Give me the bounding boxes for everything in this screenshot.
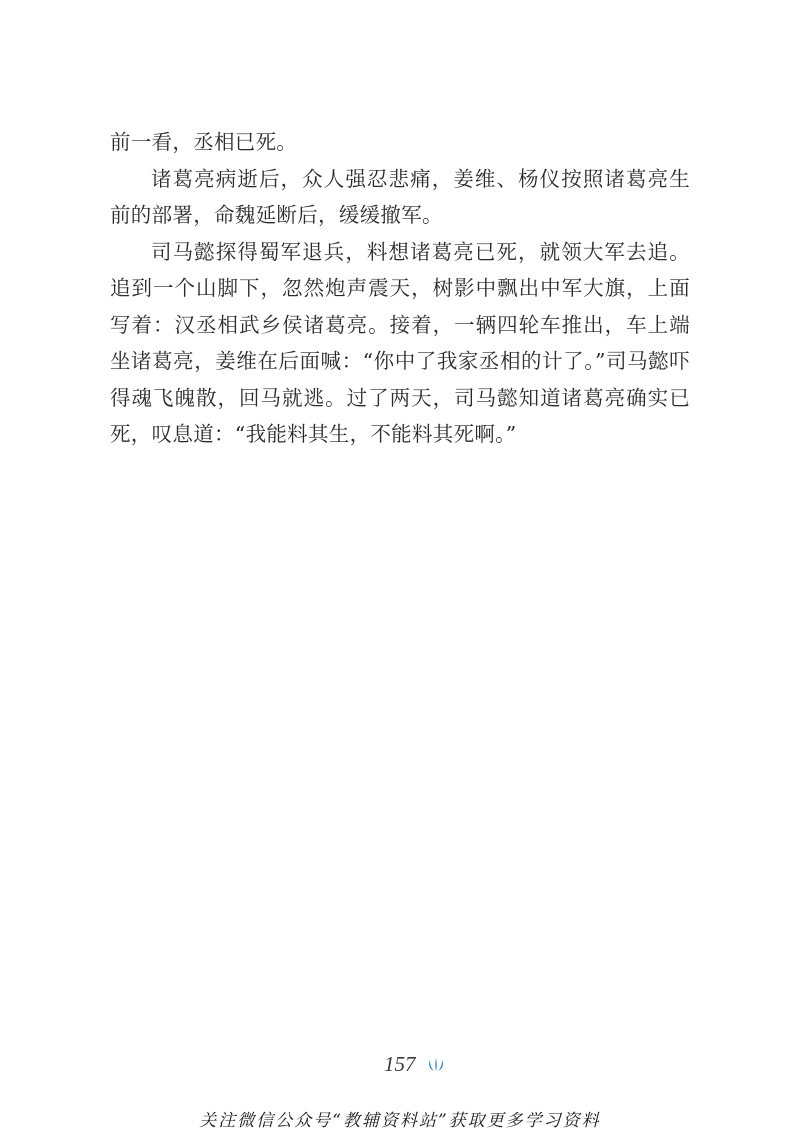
paragraph-1: 前一看，丞相已死。: [110, 130, 298, 154]
water-splash-icon: [426, 1056, 446, 1074]
footer-note: 关注微信公众号“教辅资料站”获取更多学习资料: [199, 1111, 601, 1131]
page-body: [110, 124, 690, 453]
page-number: 157: [384, 1052, 416, 1076]
page-footer: [384, 1052, 446, 1077]
paragraph-2: 诸葛亮病逝后，众人强忍悲痛，姜维、杨仪按照诸葛亮生前的部署，命魏延断后，缓缓撤军。: [110, 166, 690, 227]
paragraph-3: 司马懿探得蜀军退兵，料想诸葛亮已死，就领大军去追。追到一个山脚下，忽然炮声震天，树影中飘出中军大旗，上面写着：汉丞相武乡侯诸葛亮。接着，一辆四轮车推出，车上端坐诸葛亮，姜维在后面喊：“你中了我家丞相的计了。”司马懿吓得魂飞魄散，回马就逃。过了两天，司马懿知道诸葛亮确实已死，叹息道：“我能料其生，不能料其死啊。”: [110, 239, 690, 446]
